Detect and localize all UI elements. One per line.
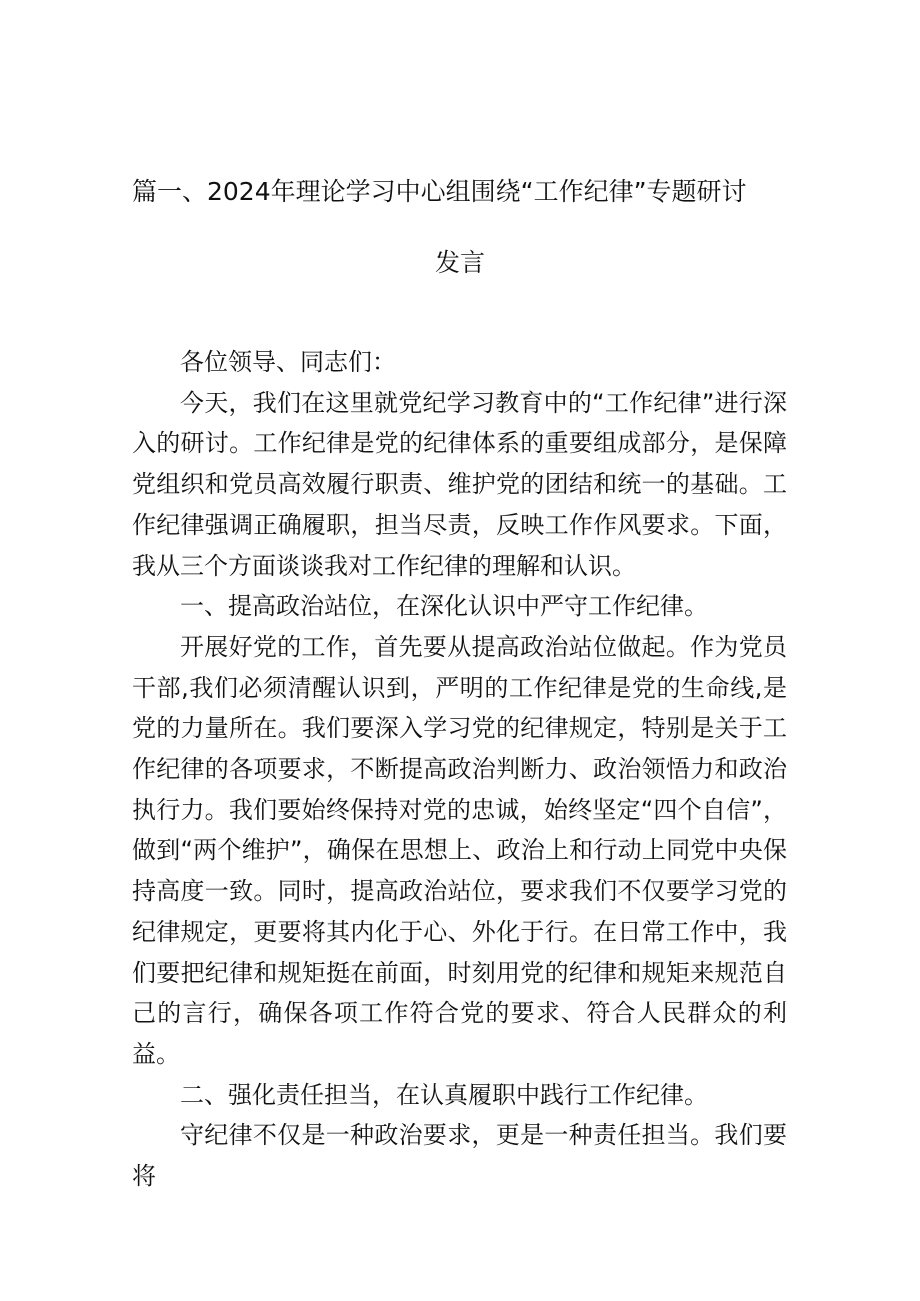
body-paragraph-1: 开展好党的工作，首先要从提高政治站位做起。作为党员干部,我们必须清醒认识到，严明的工作纪律是党的生命线,是党的力量所在。我们要深入学习党的纪律规定，特别是关于工作纪律的各项要求，不断提高政治判断力、政治领悟力和政治执行力。我们要始终保持对党的忠诚，始终坚定“四个自信”，做到“两个维护”，确保在思想上、政治上和行动上同党中央保持高度一致。同时，提高政治站位，要求我们不仅要学习党的纪律规定，更要将其内化于心、外化于行。在日常工作中，我们要把纪律和规矩挺在前面，时刻用党的纪律和规矩来规范自己的言行，确保各项工作符合党的要求、符合人民群众的利益。 bbox=[132, 632, 787, 1068]
salutation: 各位领导、同志们： bbox=[180, 348, 396, 376]
intro-paragraph: 今天，我们在这里就党纪学习教育中的“工作纪律”进行深入的研讨。工作纪律是党的纪律体系的重要组成部分，是保障党组织和党员高效履行职责、维护党的团结和统一的基础。工作纪律强调正确履职，担当尽责，反映工作作风要求。下面，我从三个方面谈谈我对工作纪律的理解和认识。 bbox=[132, 388, 787, 580]
document-title-line-2: 发言 bbox=[434, 248, 485, 277]
section-heading-1: 一、提高政治站位，在深化认识中严守工作纪律。 bbox=[180, 592, 708, 621]
section-heading-2: 二、强化责任担当，在认真履职中践行工作纪律。 bbox=[180, 1080, 708, 1109]
body-paragraph-2: 守纪律不仅是一种政治要求，更是一种责任担当。我们要将 bbox=[132, 1121, 787, 1191]
document-title-line-1: 篇一、2024年理论学习中心组围绕“工作纪律”专题研讨 bbox=[132, 177, 747, 206]
document-body bbox=[132, 342, 787, 1197]
